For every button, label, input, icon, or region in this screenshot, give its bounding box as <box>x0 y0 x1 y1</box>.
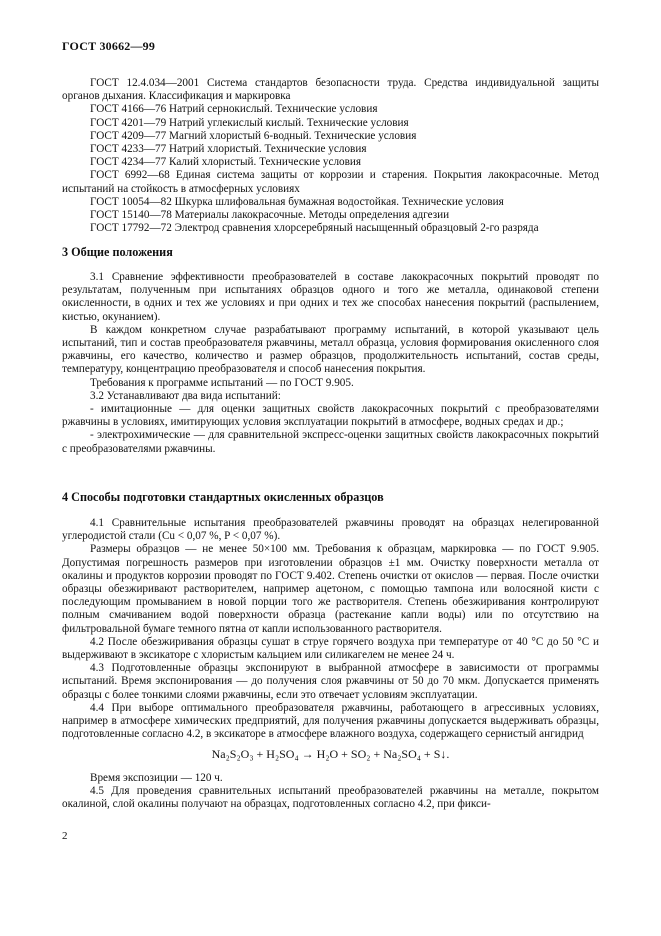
reference-text: ГОСТ 10054—82 Шкурка шлифовальная бумажная водостойкая. Технические условия <box>90 195 504 208</box>
paragraph: 4.3 Подготовленные образцы экспонируют в выбранной атмосфере в зависимости от программы испытаний. Время экспонирования — до получения слоя ржавчины от 50 до 70 мкм. Допускается применять образцы с более тонкими слоями ржавчины, если это отвечает условиям эксплуатации. <box>62 662 599 701</box>
section-3-heading: 3 Общие положения <box>62 245 173 259</box>
reference-item <box>62 77 599 103</box>
reference-text: ГОСТ 4233—77 Натрий хлористый. Технические условия <box>90 143 367 156</box>
paragraph: Время экспозиции — 120 ч. <box>90 771 223 784</box>
reference-text: ГОСТ 6992—68 Единая система защиты от коррозии и старения. Покрытия лакокрасочные. Метод испытаний на стойкость в атмосферных условиях <box>62 169 599 195</box>
normative-references-list <box>62 77 599 235</box>
paragraph: - электрохимические — для сравнительной экспресс-оценки защитных свойств лакокрасочных покрытий с преобразователями ржавчины. <box>62 429 599 455</box>
reference-text: ГОСТ 15140—78 Материалы лакокрасочные. Методы определения адгезии <box>90 209 450 222</box>
paragraph: 4.1 Сравнительные испытания преобразователей ржавчины проводят на образцах нелегированной углеродистой стали (Cu < 0,07 %, P < 0,07 %). <box>62 517 599 543</box>
paragraph: В каждом конкретном случае разрабатывают программу испытаний, в которой указывают цель испытаний, тип и состав преобразователя ржавчины, металл образца, условия формирования окисленного слоя ржавчины, его качество, количество и размер образцов, продолжительность испытаний, состав среды, температуру, концентрацию преобразователя и способ нанесения покрытия. <box>62 323 599 376</box>
paragraph: 3.1 Сравнение эффективности преобразователей в составе лакокрасочных покрытий проводят по результатам, полученным при испытаниях образцов одного и того же металла, одинаковой степени окисленности, в одних и тех же условиях и при одних и тех же способах нанесения покрытий (распылением, кистью, окунанием). <box>62 271 599 323</box>
reference-text: ГОСТ 4201—79 Натрий углекислый кислый. Технические условия <box>90 116 409 129</box>
reference-item <box>62 103 599 116</box>
reference-text: ГОСТ 4209—77 Магний хлористый 6-водный. Технические условия <box>90 129 417 142</box>
document-header: ГОСТ 30662—99 <box>62 39 156 53</box>
reference-item <box>62 196 599 209</box>
reference-item <box>62 130 599 143</box>
paragraph: - имитационные — для оценки защитных свойств лакокрасочных покрытий с преобразователями ржавчины в условиях, имитирующих условия эксплуатации покрытий в атмосфере, водных средах и др.; <box>62 403 599 429</box>
reference-item <box>62 117 599 130</box>
reference-item <box>62 222 599 235</box>
paragraph: 4.2 После обезжиривания образцы сушат в струе горячего воздуха при температуре от 40 °C до 50 °C и выдерживают в эксикаторе с хлористым кальцием или силикагелем не менее 24 ч. <box>62 635 599 662</box>
reference-text: ГОСТ 12.4.034—2001 Система стандартов безопасности труда. Средства индивидуальной защиты органов дыхания. Классификация и маркировка <box>62 77 599 103</box>
section-3-body <box>62 271 599 456</box>
section-4-body <box>62 517 599 811</box>
reference-text: ГОСТ 17792—72 Электрод сравнения хлорсеребряный насыщенный образцовый 2-го разряда <box>90 222 539 235</box>
reference-item <box>62 209 599 222</box>
reference-item <box>62 143 599 156</box>
paragraph: Требования к программе испытаний — по ГОСТ 9.905. <box>90 376 354 389</box>
document-page <box>62 0 599 936</box>
reference-item <box>62 156 599 169</box>
paragraph: 3.2 Устанавливают два вида испытаний: <box>90 389 281 402</box>
reference-item <box>62 169 599 195</box>
paragraph: 4.5 Для проведения сравнительных испытаний преобразователей ржавчины на металле, покрытом окалиной, слой окалины получают на образцах, подготовленных согласно 4.2, при фикси- <box>62 784 599 811</box>
reference-text: ГОСТ 4166—76 Натрий сернокислый. Технические условия <box>90 103 378 116</box>
page-number: 2 <box>62 830 68 842</box>
section-4-heading: 4 Способы подготовки стандартных окисленных образцов <box>62 490 384 504</box>
chemical-formula: Na₂S₂O₃ + H₂SO₄ → H₂O + SO₂ + Na₂SO₄ + S↓. <box>211 747 450 762</box>
reference-text: ГОСТ 4234—77 Калий хлористый. Технические условия <box>90 156 362 169</box>
paragraph: 4.4 При выборе оптимального преобразователя ржавчины, работающего в агрессивных условиях, например в атмосфере химических предприятий, для получения ржавчины допускается выдерживать образцы, подготовленные согласно 4.2, в эксикаторе в атмосфере влажного воздуха, содержащего сернистый ангидрид <box>62 701 599 741</box>
paragraph: Размеры образцов — не менее 50×100 мм. Требования к образцам, маркировка — по ГОСТ 9.905. Допустимая погрешность размеров при изготовлении образцов ±1 мм. Очистку поверхности металла от окалины и продуктов коррозии проводят по ГОСТ 9.402. Степень очистки от окислов — первая. После очистки образцы обезжиривают растворителем, например ацетоном, с помощью тампона или волосяной кисти с последующим промыванием в новой порции того же растворителя. Степень обезжиривания контролируют полным смачиванием водой поверхности образца (растекание капли воды) или по отсутствию на фильтровальной бумаге темного пятна от капли использованного растворителя. <box>62 543 599 635</box>
